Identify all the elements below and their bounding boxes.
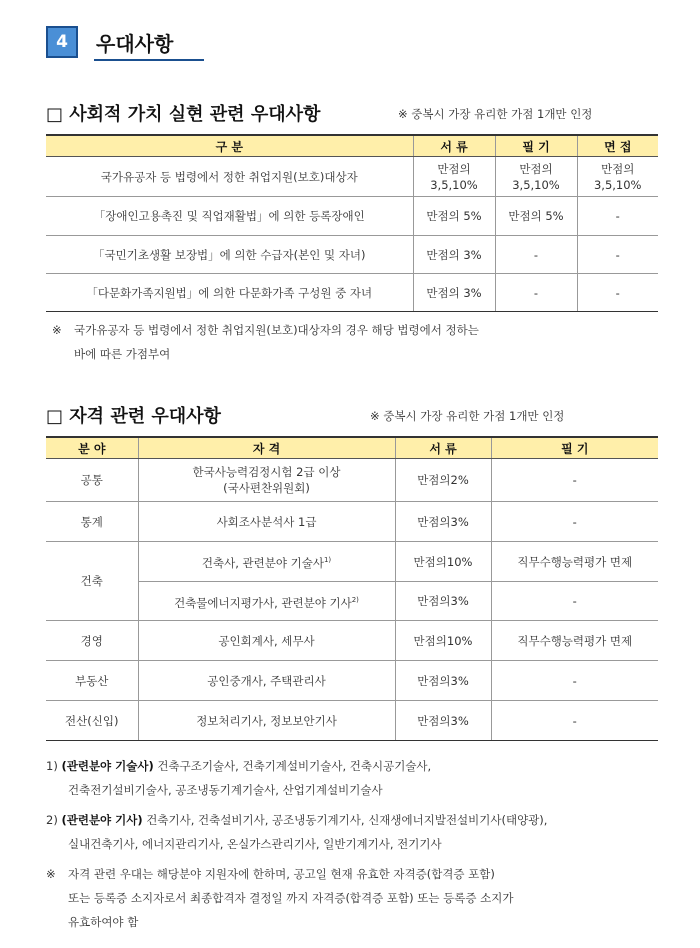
section-number-badge: 4 bbox=[46, 26, 78, 58]
note-3-line: 유효하여야 함 bbox=[68, 915, 139, 929]
field-cell: 통계 bbox=[46, 502, 138, 542]
note-2-line2: 실내건축기사, 에너지관리기사, 온실가스관리기사, 일반기계기사, 전기기사 bbox=[68, 837, 442, 851]
doc-value: 만점의3% bbox=[395, 502, 491, 542]
doc-value: 만점의2% bbox=[395, 459, 491, 502]
doc-value: 만점의 3,5,10% bbox=[413, 157, 495, 197]
qualification-table bbox=[46, 436, 658, 741]
interview-value: 만점의 3,5,10% bbox=[577, 157, 658, 197]
note-1-line2: 건축전기설비기술사, 공조냉동기계기술사, 산업기계설비기술사 bbox=[68, 783, 383, 797]
table-header-row bbox=[46, 135, 658, 157]
note-3-mark: ※ bbox=[46, 867, 56, 881]
note-1 bbox=[46, 754, 666, 802]
col-category: 구 분 bbox=[46, 135, 413, 157]
col-written: 필 기 bbox=[491, 437, 658, 459]
certificate-cell: 정보처리기사, 정보보안기사 bbox=[138, 701, 395, 741]
row-label: 「다문화가족지원법」에 의한 다문화가족 구성원 중 자녀 bbox=[46, 274, 413, 312]
col-certificate: 자 격 bbox=[138, 437, 395, 459]
footnote-ref: 1) bbox=[323, 556, 332, 565]
row-label: 「국민기초생활 보장법」에 의한 수급자(본인 및 자녀) bbox=[46, 236, 413, 274]
written-value: - bbox=[491, 582, 658, 621]
table-row bbox=[46, 701, 658, 741]
written-value: 직무수행능력평가 면제 bbox=[491, 542, 658, 582]
footnote-line: 국가유공자 등 법령에서 정한 취업지원(보호)대상자의 경우 해당 법령에서 정하는 bbox=[74, 323, 479, 337]
row-label: 국가유공자 등 법령에서 정한 취업지원(보호)대상자 bbox=[46, 157, 413, 197]
certificate-text: 건축사, 관련분야 기술사 bbox=[201, 555, 324, 570]
note-1-text: 건축구조기술사, 건축기계설비기술사, 건축시공기술사, bbox=[157, 759, 432, 773]
doc-value: 만점의 5% bbox=[413, 197, 495, 236]
written-value: 만점의 5% bbox=[495, 197, 577, 236]
field-cell: 전산(신입) bbox=[46, 701, 138, 741]
col-field: 분 야 bbox=[46, 437, 138, 459]
footnote-line: 바에 따른 가점부여 bbox=[74, 347, 171, 361]
interview-value: - bbox=[577, 197, 658, 236]
doc-value: 만점의3% bbox=[395, 701, 491, 741]
table-row bbox=[46, 542, 658, 582]
social-value-footnote bbox=[52, 318, 660, 366]
note-2-bold: (관련분야 기사) bbox=[61, 813, 143, 827]
note-2-prefix: 2) bbox=[46, 813, 58, 827]
doc-value: 만점의 3% bbox=[413, 236, 495, 274]
interview-value: - bbox=[577, 274, 658, 312]
row-label: 「장애인고용촉진 및 직업재활법」에 의한 등록장애인 bbox=[46, 197, 413, 236]
certificate-cell bbox=[138, 582, 395, 621]
table-row bbox=[46, 274, 658, 312]
table-row bbox=[46, 236, 658, 274]
field-cell: 경영 bbox=[46, 621, 138, 661]
qualification-note: ※ 중복시 가장 유리한 가점 1개만 인정 bbox=[370, 409, 565, 423]
written-value: - bbox=[491, 502, 658, 542]
table-header-row bbox=[46, 437, 658, 459]
note-2-text: 건축기사, 건축설비기사, 공조냉동기계기사, 신재생에너지발전설비기사(태양광), bbox=[146, 813, 548, 827]
certificate-cell: 공인중개사, 주택관리사 bbox=[138, 661, 395, 701]
certificate-text: 건축물에너지평가사, 관련분야 기사 bbox=[174, 595, 352, 610]
col-written: 필 기 bbox=[495, 135, 577, 157]
note-2-line bbox=[46, 808, 666, 832]
written-value: - bbox=[495, 274, 577, 312]
table-row bbox=[46, 582, 658, 621]
doc-value: 만점의10% bbox=[395, 542, 491, 582]
field-cell: 공통 bbox=[46, 459, 138, 502]
certificate-cell bbox=[138, 542, 395, 582]
certificate-cell: 공인회계사, 세무사 bbox=[138, 621, 395, 661]
col-interview: 면 접 bbox=[577, 135, 658, 157]
table-row bbox=[46, 621, 658, 661]
section-heading: 우대사항 bbox=[96, 32, 174, 56]
col-document: 서 류 bbox=[395, 437, 491, 459]
table-row bbox=[46, 157, 658, 197]
table-row bbox=[46, 459, 658, 502]
social-value-note: ※ 중복시 가장 유리한 가점 1개만 인정 bbox=[398, 107, 593, 121]
interview-value: - bbox=[577, 236, 658, 274]
field-cell: 건축 bbox=[46, 542, 138, 621]
certificate-cell: 사회조사분석사 1급 bbox=[138, 502, 395, 542]
written-value: - bbox=[491, 701, 658, 741]
table-row bbox=[46, 502, 658, 542]
qualification-title: □ 자격 관련 우대사항 bbox=[46, 406, 221, 427]
section-header bbox=[46, 26, 206, 62]
doc-value: 만점의10% bbox=[395, 621, 491, 661]
social-value-title: □ 사회적 가치 실현 관련 우대사항 bbox=[46, 104, 321, 125]
note-2 bbox=[46, 808, 666, 856]
social-value-table bbox=[46, 134, 658, 312]
note-3 bbox=[46, 862, 666, 934]
written-value: - bbox=[491, 459, 658, 502]
written-value: 직무수행능력평가 면제 bbox=[491, 621, 658, 661]
note-1-prefix: 1) bbox=[46, 759, 58, 773]
heading-underline bbox=[94, 59, 204, 61]
note-3-line: 자격 관련 우대는 해당분야 지원자에 한하며, 공고일 현재 유효한 자격증(합격증 포함) bbox=[68, 867, 495, 881]
table-row bbox=[46, 661, 658, 701]
written-value: 만점의 3,5,10% bbox=[495, 157, 577, 197]
note-1-line bbox=[46, 754, 666, 778]
table-row bbox=[46, 197, 658, 236]
note-1-bold: (관련분야 기술사) bbox=[61, 759, 154, 773]
footnote-mark: ※ bbox=[52, 323, 62, 337]
written-value: - bbox=[491, 661, 658, 701]
doc-value: 만점의3% bbox=[395, 582, 491, 621]
col-document: 서 류 bbox=[413, 135, 495, 157]
footnote-ref: 2) bbox=[351, 595, 359, 604]
certificate-cell: 한국사능력검정시험 2급 이상 (국사편찬위원회) bbox=[138, 459, 395, 502]
written-value: - bbox=[495, 236, 577, 274]
doc-value: 만점의 3% bbox=[413, 274, 495, 312]
field-cell: 부동산 bbox=[46, 661, 138, 701]
doc-value: 만점의3% bbox=[395, 661, 491, 701]
note-3-line: 또는 등록증 소지자로서 최종합격자 결정일 까지 자격증(합격증 포함) 또는 등록증 소지가 bbox=[68, 891, 514, 905]
